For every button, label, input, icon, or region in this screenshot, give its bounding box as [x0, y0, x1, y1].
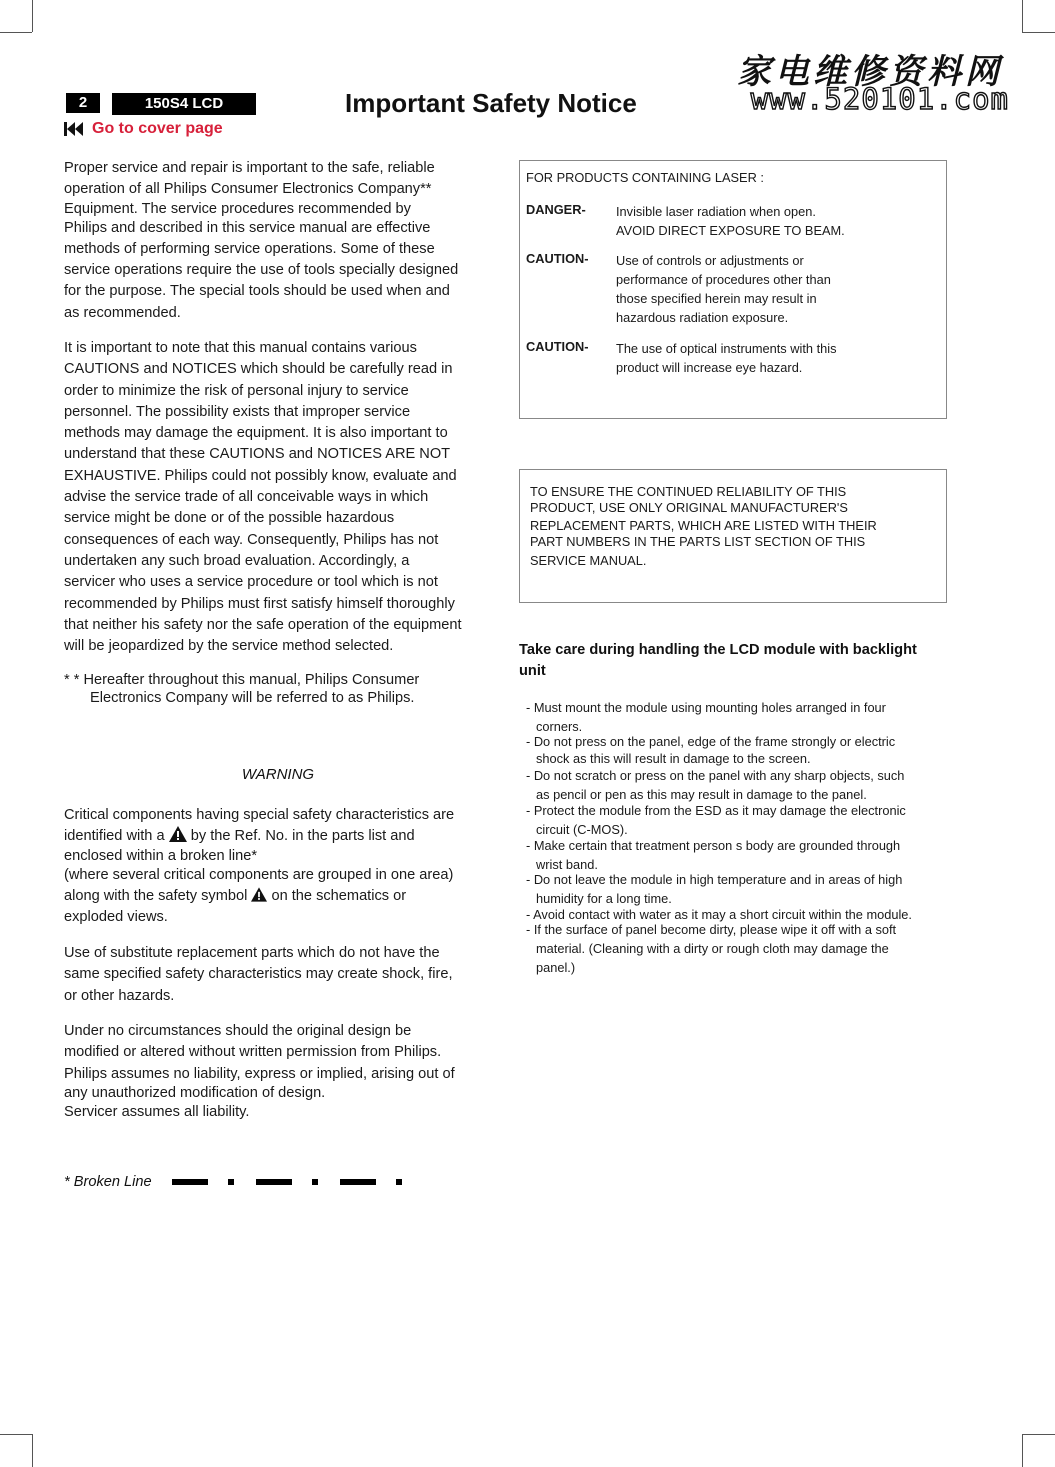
caution-text — [616, 251, 831, 327]
text-line: Philips assumes no liability, express or implied, arising out of — [64, 1065, 455, 1082]
text-line: consequences of each way. Consequently, Philips has not — [64, 531, 439, 548]
warning-triangle-icon — [251, 887, 267, 902]
text-line: for the purpose. The special tools should be used when and — [64, 283, 450, 300]
text-line: servicer who uses a service procedure or tool which is not — [64, 574, 438, 591]
text-line: performance of procedures other than — [616, 272, 831, 287]
text-fragment: along with the safety symbol — [64, 887, 248, 904]
text-fragment: identified with a — [64, 828, 165, 845]
crop-mark — [1022, 1434, 1055, 1435]
broken-line-dash — [340, 1179, 376, 1185]
text-line: (where several critical components are grouped in one area) — [64, 866, 454, 883]
text-line: Invisible laser radiation when open. — [616, 204, 816, 219]
crop-mark — [0, 32, 32, 33]
text-line: personnel. The possibility exists that improper service — [64, 403, 411, 420]
text-line: Critical components having special safety characteristics are — [64, 807, 455, 823]
text-line: unit — [519, 663, 546, 679]
text-line: shock as this will result in damage to the screen. — [536, 751, 811, 766]
text-line: AVOID DIRECT EXPOSURE TO BEAM. — [616, 223, 845, 238]
text-line: any unauthorized modification of design. — [64, 1084, 326, 1101]
text-line — [64, 886, 492, 907]
text-line: undertaken any such broad evaluation. Accordingly, a — [64, 552, 410, 569]
crop-mark — [32, 0, 33, 32]
text-line: The use of optical instruments with this — [616, 341, 837, 356]
brand-logo-chinese: 家电维修资料网 — [737, 52, 1003, 92]
text-line: product will increase eye hazard. — [616, 360, 803, 375]
danger-label: DANGER- — [526, 202, 586, 217]
text-line: that neither his safety nor the safe operation of the equipment — [64, 616, 462, 633]
caution-label: CAUTION- — [526, 251, 589, 266]
text-line: panel.) — [536, 960, 576, 975]
text-line: will be jeopardized by the service method selected. — [64, 638, 394, 655]
text-line: Equipment. The service procedures recommended by — [64, 200, 411, 217]
cover-link-label: Go to cover page — [92, 120, 223, 137]
text-line: - Avoid contact with water as it may a short circuit within the module. — [526, 907, 912, 922]
broken-line-label: * Broken Line — [64, 1174, 152, 1190]
text-line: SERVICE MANUAL. — [530, 553, 647, 568]
design-modification-paragraph — [64, 1021, 492, 1123]
danger-text — [616, 202, 845, 240]
laser-warning-box — [519, 160, 947, 419]
crop-mark — [1022, 32, 1055, 33]
text-line: Servicer assumes all liability. — [64, 1103, 250, 1120]
text-line: It is important to note that this manual contains various — [64, 340, 417, 356]
text-line: - Do not press on the panel, edge of the frame strongly or electric — [526, 734, 896, 749]
text-line: CAUTIONS and NOTICES which should be carefully read in — [64, 361, 453, 378]
text-line: modified or altered without written permission from Philips. — [64, 1044, 442, 1061]
text-line: wrist band. — [536, 857, 598, 872]
text-fragment: by the Ref. No. in the parts list and — [190, 828, 415, 845]
list-item — [526, 732, 954, 767]
crop-mark — [32, 1434, 33, 1467]
caution-text — [616, 339, 837, 377]
text-line: Use of substitute replacement parts which do not have the — [64, 945, 440, 961]
text-line: advise the service trade of all conceivable ways in which — [64, 489, 429, 506]
text-line: as pencil or pen as this may result in damage to the panel. — [536, 787, 867, 802]
list-item — [526, 766, 954, 804]
text-line: or other hazards. — [64, 987, 175, 1004]
text-line: service might be done or of the possible hazardous — [64, 510, 395, 527]
broken-line-dash — [256, 1179, 292, 1185]
reliability-notice-box — [519, 469, 947, 603]
lcd-handling-heading — [519, 640, 949, 682]
text-line: as recommended. — [64, 304, 181, 321]
broken-line-dot — [396, 1179, 402, 1185]
broken-line-legend — [64, 1174, 402, 1190]
text-line: Proper service and repair is important to the safe, reliable — [64, 160, 435, 176]
text-line: exploded views. — [64, 909, 168, 926]
text-line: * * Hereafter throughout this manual, Philips Consumer — [64, 672, 420, 688]
crop-mark — [0, 1434, 32, 1435]
caution-label: CAUTION- — [526, 339, 589, 354]
text-line: Electronics Company will be referred to as Philips. — [90, 690, 415, 706]
crop-mark — [1022, 1434, 1023, 1467]
text-line: REPLACEMENT PARTS, WHICH ARE LISTED WITH THEIR — [530, 518, 877, 533]
list-item — [526, 801, 954, 839]
list-item — [526, 836, 954, 874]
text-line: Under no circumstances should the original design be — [64, 1023, 412, 1039]
text-line: corners. — [536, 719, 583, 734]
text-fragment: on the schematics or — [271, 887, 407, 904]
text-line: - Must mount the module using mounting holes arranged in four — [526, 700, 886, 715]
text-line: service operations require the use of tools specially designed — [64, 262, 459, 279]
text-line: circuit (C-MOS). — [536, 822, 628, 837]
text-line: humidity for a long time. — [536, 891, 672, 906]
crop-mark — [1022, 0, 1023, 32]
warning-paragraph — [64, 805, 492, 928]
text-line: Use of controls or adjustments or — [616, 253, 804, 268]
footnote — [64, 671, 492, 707]
text-line: hazardous radiation exposure. — [616, 310, 789, 325]
text-line: understand that these CAUTIONS and NOTICES ARE NOT — [64, 446, 451, 463]
broken-line-dash — [172, 1179, 208, 1185]
text-line: - Do not leave the module in high temperature and in areas of high — [526, 872, 903, 887]
go-to-cover-link[interactable] — [64, 120, 223, 138]
list-item — [526, 920, 954, 977]
page-number: 2 — [66, 93, 100, 113]
brand-logo-url: www.520101.com — [750, 82, 1009, 116]
text-line: Philips and described in this service manual are effective — [64, 219, 431, 236]
laser-box-header: FOR PRODUCTS CONTAINING LASER : — [526, 170, 764, 185]
broken-line-dot — [228, 1179, 234, 1185]
text-line: operation of all Philips Consumer Electronics Company** — [64, 181, 432, 198]
substitute-parts-paragraph — [64, 943, 492, 1007]
text-line: - Do not scratch or press on the panel with any sharp objects, such — [526, 768, 905, 783]
text-line: - Make certain that treatment person s body are grounded through — [526, 838, 901, 853]
text-line: order to minimize the risk of personal injury to service — [64, 382, 409, 399]
text-line: those specified herein may result in — [616, 291, 817, 306]
text-line: - Protect the module from the ESD as it may damage the electronic — [526, 803, 906, 818]
text-line: material. (Cleaning with a dirty or rough cloth may damage the — [536, 941, 889, 956]
text-line: same specified safety characteristics may create shock, fire, — [64, 966, 453, 983]
model-label: 150S4 LCD — [112, 93, 256, 115]
text-line: methods of performing service operations. Some of these — [64, 240, 435, 257]
page-title: Important Safety Notice — [345, 88, 637, 118]
text-line: methods may damage the equipment. It is also important to — [64, 425, 448, 442]
text-line: enclosed within a broken line* — [64, 847, 258, 864]
broken-line-dot — [312, 1179, 318, 1185]
text-line: EXHAUSTIVE. Philips could not possibly know, evaluate and — [64, 467, 457, 484]
cautions-paragraph — [64, 338, 492, 657]
warning-triangle-icon — [169, 826, 187, 842]
text-line: Take care during handling the LCD module with backlight — [519, 642, 917, 658]
text-line: - If the surface of panel become dirty, please wipe it off with a soft — [526, 922, 897, 937]
text-line: recommended by Philips must first satisfy himself thoroughly — [64, 595, 455, 612]
text-line — [64, 826, 492, 847]
skip-back-icon — [64, 122, 84, 136]
text-line: PRODUCT, USE ONLY ORIGINAL MANUFACTURER'S — [530, 500, 848, 515]
text-line: TO ENSURE THE CONTINUED RELIABILITY OF THIS — [530, 484, 847, 499]
warning-heading: WARNING — [241, 766, 315, 783]
list-item — [526, 698, 954, 736]
text-line: PART NUMBERS IN THE PARTS LIST SECTION OF THIS — [530, 534, 866, 549]
list-item — [526, 870, 954, 908]
intro-paragraph — [64, 158, 492, 324]
